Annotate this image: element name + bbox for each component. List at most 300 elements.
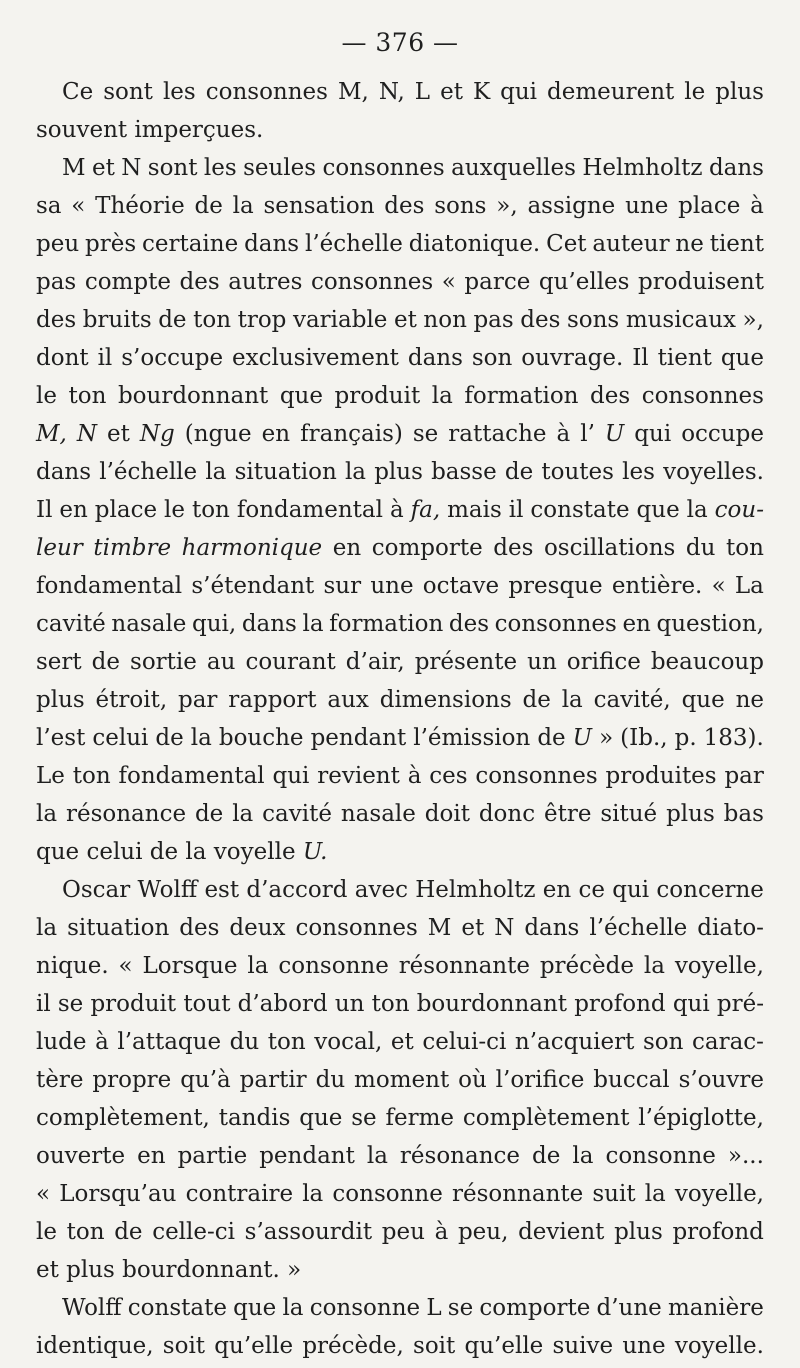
- text-line: [36, 681, 764, 719]
- word: non: [423, 307, 467, 333]
- word: consonnes: [295, 915, 418, 941]
- word: la: [36, 915, 58, 941]
- word: à: [95, 1029, 109, 1055]
- word: bourdonnant: [416, 991, 568, 1017]
- word: consonne: [605, 1143, 716, 1169]
- word: dans: [241, 611, 297, 637]
- word: une: [370, 573, 414, 599]
- text-line: [36, 719, 764, 757]
- word: sont: [103, 79, 153, 105]
- word: beaucoup: [650, 649, 764, 675]
- text-line: [36, 1251, 301, 1289]
- word: le: [164, 497, 186, 523]
- word: identique,: [36, 1333, 154, 1359]
- word: peu,: [457, 1219, 509, 1245]
- word: du: [685, 535, 716, 561]
- word: une: [625, 193, 669, 219]
- word: oscillations: [543, 535, 676, 561]
- text-line: [36, 339, 764, 377]
- word: la: [644, 1181, 666, 1207]
- word: l’orifice: [495, 1067, 585, 1093]
- word: plus: [614, 1219, 663, 1245]
- word: l’échelle: [589, 915, 688, 941]
- text-segment: souvent imperçues.: [36, 117, 264, 143]
- word: entière.: [611, 573, 703, 599]
- word: dans: [407, 345, 463, 371]
- word: qu’à: [180, 1067, 231, 1093]
- italic-word: harmonique: [181, 535, 323, 561]
- word: (Ib.,: [620, 725, 668, 751]
- word: celui: [92, 725, 149, 751]
- word: »,: [742, 307, 764, 333]
- word: musicaux: [625, 307, 736, 333]
- word: Helmholtz: [582, 155, 703, 181]
- word: Ce: [62, 79, 94, 105]
- word: peu: [36, 231, 80, 257]
- word: être: [543, 801, 592, 827]
- text-line: [36, 1175, 764, 1213]
- word: «: [441, 269, 456, 295]
- word: des: [179, 915, 220, 941]
- text-line: [36, 643, 764, 681]
- word: ton: [726, 535, 764, 561]
- word: M,: [337, 79, 369, 105]
- text-line: [36, 909, 764, 947]
- word: la: [247, 953, 269, 979]
- word: N: [494, 915, 515, 941]
- word: »: [599, 725, 614, 751]
- word: que: [279, 383, 323, 409]
- text-line: [36, 1099, 764, 1137]
- word: deux: [229, 915, 286, 941]
- word: nasale: [111, 611, 187, 637]
- word: nasale: [340, 801, 416, 827]
- word: «: [118, 953, 133, 979]
- word: des: [384, 193, 425, 219]
- word: complètement,: [36, 1105, 210, 1131]
- word: rapport: [228, 687, 317, 713]
- word: la: [366, 1143, 388, 1169]
- word: des: [179, 269, 220, 295]
- word: précède,: [302, 1333, 404, 1359]
- word: de: [532, 1143, 561, 1169]
- word: diato-: [697, 915, 764, 941]
- word: trop: [237, 307, 287, 333]
- text-line: [36, 795, 764, 833]
- word: constate: [127, 1295, 227, 1321]
- text-segment: que celui de la voyelle: [36, 839, 296, 865]
- word: sortie: [130, 649, 197, 675]
- word: pendant: [310, 725, 407, 751]
- word: parce: [464, 269, 531, 295]
- word: plus: [715, 79, 764, 105]
- word: partir: [239, 1067, 307, 1093]
- word: profond: [672, 1219, 764, 1245]
- word: des: [36, 307, 77, 333]
- word: rattache: [448, 421, 547, 447]
- word: auteur: [592, 231, 670, 257]
- word: dont: [36, 345, 89, 371]
- word: pas: [36, 269, 77, 295]
- word: en: [137, 1143, 166, 1169]
- word: des: [493, 535, 534, 561]
- word: plus: [36, 687, 85, 713]
- word: qu’elle: [214, 1333, 294, 1359]
- word: au: [206, 649, 236, 675]
- text-line: [36, 415, 764, 453]
- word: sur: [323, 573, 362, 599]
- word: soit: [413, 1333, 456, 1359]
- word: la: [205, 459, 227, 485]
- word: la: [190, 725, 212, 751]
- word: Cet: [546, 231, 587, 257]
- word: «: [36, 1181, 51, 1207]
- word: cavité: [36, 611, 106, 637]
- word: de: [114, 1219, 143, 1245]
- word: Wolff: [62, 1295, 122, 1321]
- word: consonnes: [205, 79, 328, 105]
- word: comporte: [371, 535, 483, 561]
- word: octave: [422, 573, 500, 599]
- word: ne: [735, 687, 764, 713]
- text-line: [36, 301, 764, 339]
- word: sont: [147, 155, 198, 181]
- word: cavité: [262, 801, 332, 827]
- word: pas: [473, 307, 514, 333]
- word: p.: [674, 725, 697, 751]
- word: présente: [414, 649, 518, 675]
- word: fondamental: [236, 497, 383, 523]
- word: la: [302, 611, 324, 637]
- word: courant: [245, 649, 336, 675]
- word: consonne: [309, 1295, 421, 1321]
- word: autres: [228, 269, 303, 295]
- word: »...: [727, 1143, 764, 1169]
- word: les: [622, 459, 655, 485]
- word: donc: [478, 801, 536, 827]
- word: seules: [243, 155, 317, 181]
- word: étroit,: [95, 687, 168, 713]
- text-line: [62, 1289, 764, 1327]
- word: l’: [580, 421, 595, 447]
- word: consonnes: [641, 383, 764, 409]
- word: fondamental: [118, 763, 265, 789]
- word: comporte: [479, 1295, 591, 1321]
- word: et: [107, 421, 130, 447]
- word: ne: [675, 231, 704, 257]
- word: il: [97, 345, 113, 371]
- word: et: [91, 155, 115, 181]
- text-segment: et plus bourdonnant. »: [36, 1257, 302, 1283]
- word: où: [458, 1067, 487, 1093]
- word: voyelle,: [674, 1181, 764, 1207]
- word: toutes: [541, 459, 614, 485]
- word: la: [686, 497, 708, 523]
- word: devient: [518, 1219, 605, 1245]
- word: peu: [381, 1219, 425, 1245]
- text-line: [36, 1137, 764, 1175]
- word: ouvrage.: [521, 345, 624, 371]
- word: ouverte: [36, 1143, 126, 1169]
- word: exclusivement: [232, 345, 399, 371]
- word: plus: [666, 801, 715, 827]
- word: place: [678, 193, 741, 219]
- word: carac-: [691, 1029, 764, 1055]
- word: doit: [424, 801, 470, 827]
- word: produit: [334, 383, 421, 409]
- word: la: [302, 1181, 324, 1207]
- word: des: [590, 383, 631, 409]
- word: K: [472, 79, 491, 105]
- text-line: [36, 985, 764, 1023]
- word: et: [393, 307, 417, 333]
- word: suit: [592, 1181, 636, 1207]
- word: tère: [36, 1067, 84, 1093]
- word: qui,: [192, 611, 237, 637]
- word: voyelle.: [674, 1333, 764, 1359]
- word: à: [556, 421, 571, 447]
- word: concerne: [656, 877, 764, 903]
- word: Oscar: [62, 877, 131, 903]
- italic-word: fa,: [410, 497, 441, 523]
- text-line: [36, 225, 764, 263]
- word: et: [390, 1029, 414, 1055]
- text-line: [62, 73, 764, 111]
- word: du: [315, 1067, 346, 1093]
- word: résonance: [65, 801, 187, 827]
- word: la: [36, 801, 58, 827]
- word: la: [572, 1143, 594, 1169]
- word: s’ouvre: [678, 1067, 764, 1093]
- word: la: [232, 801, 254, 827]
- word: l’échelle: [99, 459, 198, 485]
- word: la: [561, 687, 583, 713]
- word: presque: [508, 573, 603, 599]
- word: sensation: [263, 193, 375, 219]
- word: «: [71, 193, 86, 219]
- word: L: [426, 1295, 442, 1321]
- word: lude: [36, 1029, 87, 1055]
- word: »,: [496, 193, 518, 219]
- word: dans: [36, 459, 92, 485]
- text-line: [36, 1213, 764, 1251]
- word: assigne: [527, 193, 616, 219]
- word: variable: [292, 307, 388, 333]
- word: cavité,: [593, 687, 671, 713]
- word: ton: [371, 991, 410, 1017]
- word: pré-: [716, 991, 764, 1017]
- text-line: [36, 187, 764, 225]
- word: les: [203, 155, 237, 181]
- word: voyelle,: [674, 953, 764, 979]
- word: ferme: [385, 1105, 455, 1131]
- word: soit: [162, 1333, 206, 1359]
- word: se: [412, 421, 439, 447]
- word: tient: [657, 345, 712, 371]
- word: le: [684, 79, 706, 105]
- word: bouche: [218, 725, 304, 751]
- word: le: [36, 383, 57, 409]
- word: en: [542, 877, 572, 903]
- word: La: [734, 573, 764, 599]
- word: bas: [723, 801, 764, 827]
- word: en: [622, 611, 651, 637]
- word: consonnes: [310, 269, 434, 295]
- word: Lorsqu’au: [59, 1181, 177, 1207]
- word: que: [681, 687, 725, 713]
- text-line: [62, 149, 764, 187]
- word: il: [36, 991, 51, 1017]
- word: la: [643, 953, 665, 979]
- word: d’accord: [246, 877, 348, 903]
- word: s’étendant: [191, 573, 315, 599]
- word: profond: [574, 991, 666, 1017]
- word: manière: [667, 1295, 764, 1321]
- word: moment: [354, 1067, 450, 1093]
- word: à: [407, 763, 422, 789]
- text-line: [36, 453, 764, 491]
- word: sert: [36, 649, 82, 675]
- word: de: [91, 649, 121, 675]
- word: suive: [552, 1333, 614, 1359]
- word: ton: [267, 1029, 306, 1055]
- word: que: [720, 345, 764, 371]
- word: consonne: [278, 953, 389, 979]
- word: d’air,: [345, 649, 405, 675]
- word: l’émission: [413, 725, 531, 751]
- word: les: [162, 79, 196, 105]
- text-line: [36, 1023, 764, 1061]
- text-line: [62, 871, 764, 909]
- text-line: [36, 263, 764, 301]
- word: consonne: [332, 1181, 443, 1207]
- text-line: [36, 111, 263, 149]
- word: l’épiglotte,: [638, 1105, 764, 1131]
- word: demeurent: [547, 79, 675, 105]
- word: mais: [447, 497, 502, 523]
- word: l’échelle: [304, 231, 403, 257]
- word: buccal: [593, 1067, 670, 1093]
- word: qui: [672, 991, 710, 1017]
- text-line: [36, 833, 328, 871]
- word: une: [622, 1333, 666, 1359]
- word: consonnes: [322, 155, 445, 181]
- word: tient: [709, 231, 764, 257]
- word: M: [427, 915, 452, 941]
- word: de: [194, 801, 224, 827]
- word: constate: [530, 497, 630, 523]
- word: se: [447, 1295, 474, 1321]
- italic-word: U: [604, 421, 625, 447]
- word: pendant: [259, 1143, 355, 1169]
- word: orifice: [566, 649, 641, 675]
- text-line: [36, 377, 764, 415]
- word: des: [448, 611, 490, 637]
- word: précède: [539, 953, 634, 979]
- word: que: [233, 1295, 277, 1321]
- word: la: [344, 459, 367, 485]
- word: de: [504, 459, 534, 485]
- word: par: [724, 763, 764, 789]
- word: français): [300, 421, 403, 447]
- text-line: [36, 605, 764, 643]
- word: basse: [431, 459, 497, 485]
- word: «: [711, 573, 726, 599]
- word: dimensions: [379, 687, 512, 713]
- word: avec: [354, 877, 408, 903]
- word: la: [282, 1295, 304, 1321]
- word: ton: [191, 497, 230, 523]
- word: dans: [244, 231, 300, 257]
- italic-text: U.: [302, 839, 328, 865]
- word: auxquelles: [451, 155, 576, 181]
- word: qu’elle: [464, 1333, 544, 1359]
- word: Wolff: [137, 877, 198, 903]
- word: résonnante: [398, 953, 530, 979]
- word: il: [508, 497, 524, 523]
- word: certaine: [141, 231, 239, 257]
- word: occupe: [681, 421, 764, 447]
- word: en: [59, 497, 88, 523]
- word: aux: [327, 687, 369, 713]
- word: ton: [72, 763, 111, 789]
- word: propre: [92, 1067, 172, 1093]
- word: d’abord: [237, 991, 328, 1017]
- text-line: [36, 491, 764, 529]
- word: formation: [464, 383, 579, 409]
- italic-word: Ng: [139, 421, 175, 447]
- italic-word: timbre: [93, 535, 172, 561]
- word: qui: [500, 79, 538, 105]
- word: (ngue: [184, 421, 252, 447]
- italic-word: U: [572, 725, 593, 751]
- word: compte: [84, 269, 171, 295]
- word: son: [471, 345, 513, 371]
- word: un: [527, 649, 557, 675]
- word: l’est: [36, 725, 86, 751]
- word: fondamental: [36, 573, 183, 599]
- word: ton: [193, 307, 232, 333]
- word: situation: [234, 459, 337, 485]
- word: d’une: [596, 1295, 662, 1321]
- word: de: [522, 687, 551, 713]
- word: sons: [566, 307, 620, 333]
- word: ces: [429, 763, 468, 789]
- word: tandis: [218, 1105, 291, 1131]
- word: résonnante: [451, 1181, 584, 1207]
- word: Théorie: [95, 193, 185, 219]
- word: revient: [317, 763, 400, 789]
- word: produisent: [638, 269, 764, 295]
- word: Il: [632, 345, 649, 371]
- word: consonnes: [494, 611, 617, 637]
- word: de: [158, 307, 187, 333]
- word: diatonique.: [408, 231, 541, 257]
- word: partie: [177, 1143, 248, 1169]
- word: M: [62, 155, 86, 181]
- italic-word: leur: [36, 535, 83, 561]
- word: résonance: [399, 1143, 521, 1169]
- text-line: [36, 1061, 764, 1099]
- italic-word: N: [76, 421, 97, 447]
- word: que: [299, 1105, 343, 1131]
- word: nique.: [36, 953, 109, 979]
- word: N: [121, 155, 142, 181]
- word: la: [232, 193, 254, 219]
- word: bourdonnant: [117, 383, 269, 409]
- word: à: [750, 193, 764, 219]
- word: qu’elles: [538, 269, 630, 295]
